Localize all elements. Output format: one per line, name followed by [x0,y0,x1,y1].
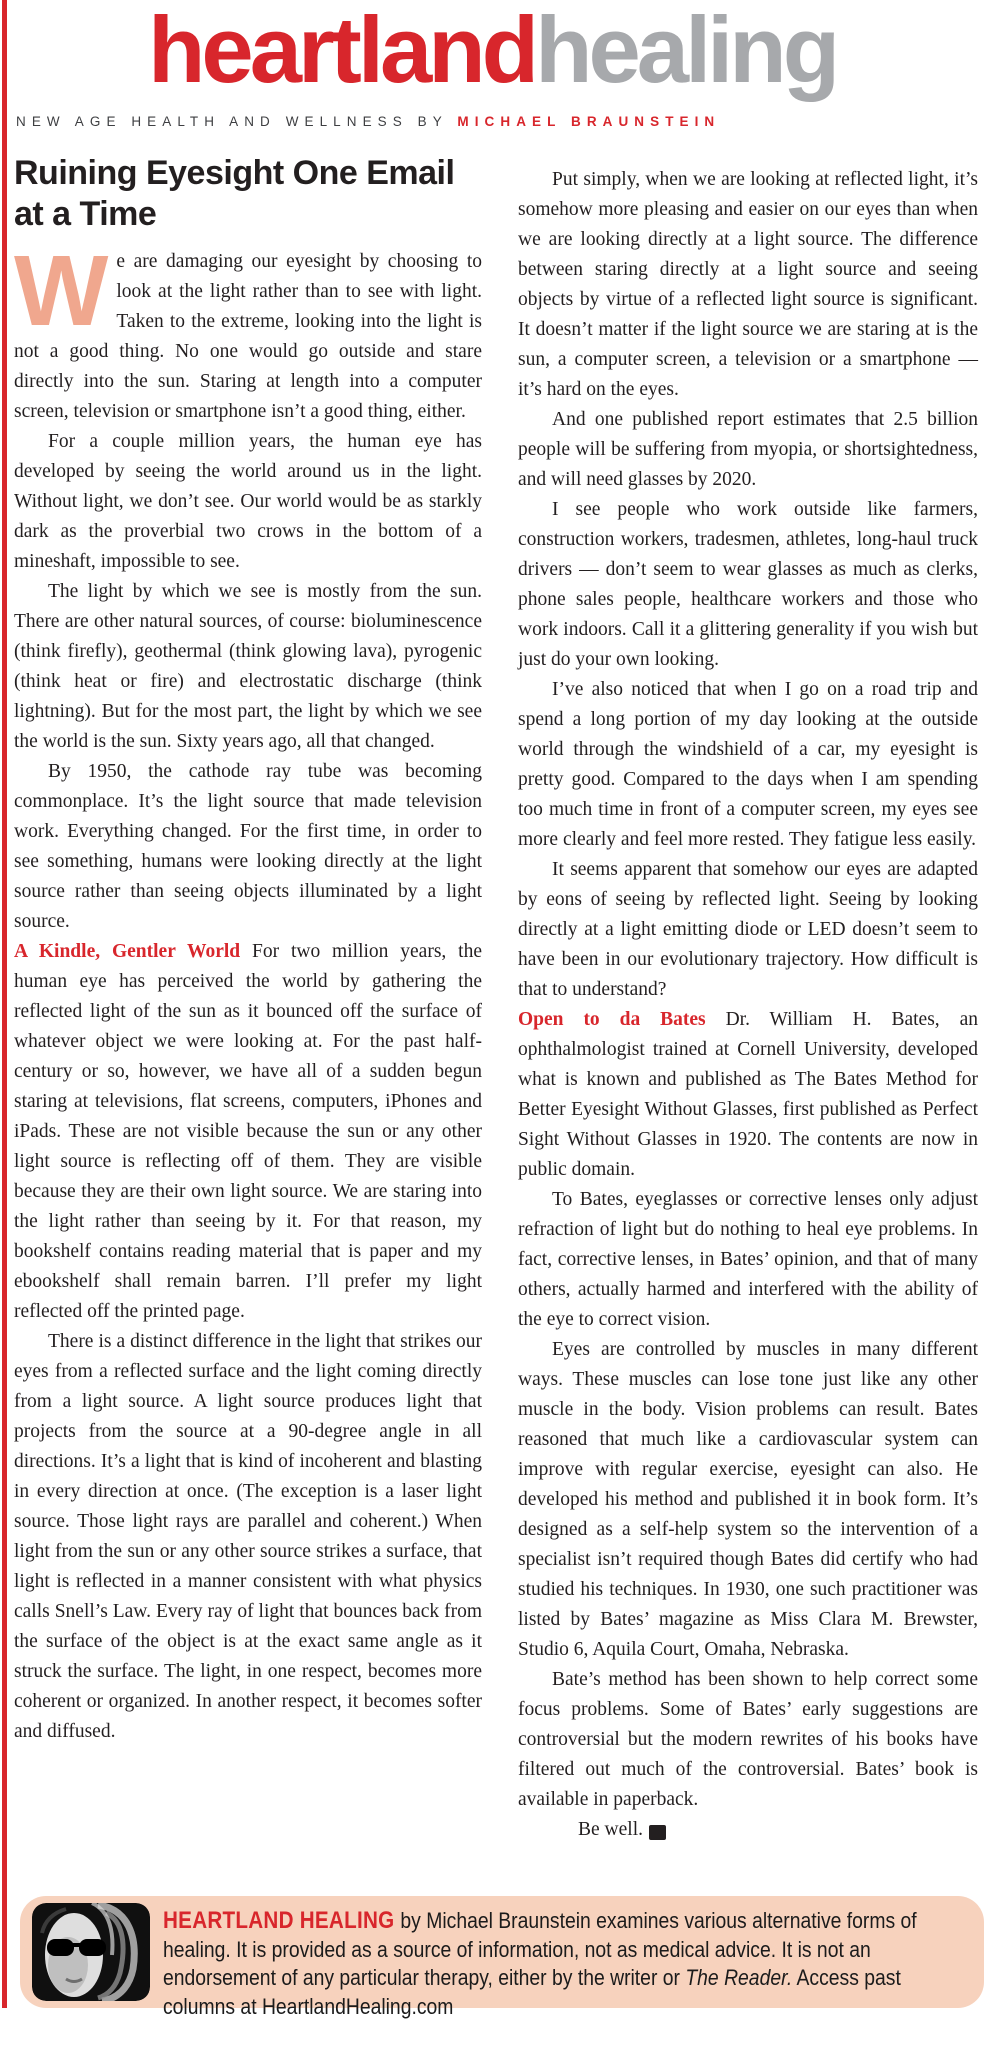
footer-box [20,1896,984,2019]
footer-text-segment: Access past columns at HeartlandHealing.com [163,1965,901,2019]
author-photo [32,1903,150,2001]
logo-heartland: heartland [148,0,536,102]
paragraph: To Bates, eyeglasses or corrective lenses only adjust refraction of light but do nothing to heal eye problems. In fact, corrective lenses, in Bates’ opinion, and that of many others, actually harmed and interfered with the ability of the eye to correct vision. [518,1189,978,1331]
paragraph: A Kindle, Gentler World For two million years, the human eye has perceived the world by gathering the reflected light of the sun as it bounced off the surface of whatever object we were looking at. For the past half-century or so, however, we have all of a sudden begun staring at televisions, flat screens, computers, iPhones and iPads. These are not visible because the sun or any other light source is reflecting off of them. They are visible because they are their own light source. We are staring into the light rather than seeing by it. For that reason, my bookshelf contains reading material that is paper and my ebookshelf shall remain barren. I’ll prefer my light reflected off the printed page. [14,940,482,1322]
right-column [518,149,978,1845]
paragraph: We are damaging our eyesight by choosing to look at the light rather than to see with light. Taken to the extreme, looking into the light is not a good thing. No one would go outside and stare directly into the sun. Staring at length into a computer screen, television or smartphone isn’t a good thing, either. [14,234,482,422]
tagline-author: MICHAEL BRAUNSTEIN [457,114,721,130]
paragraph: By 1950, the cathode ray tube was becoming commonplace. It’s the light source that made television work. Everything changed. For the first time, in order to see something, humans were looking directly at the light source rather than seeing objects illuminated by a light source. [14,760,482,932]
paragraph: The light by which we see is mostly from the sun. There are other natural sources, of course: bioluminescence (think firefly), geothermal (think glowing lava), pyrogenic (think heat or fire) and electrostatic discharge (think lightning). But for the most part, the light by which we see the world is the sun. Sixty years ago, all that changed. [14,580,482,752]
left-red-rule [2,0,7,2008]
paragraph: Be well. R [578,1819,717,1841]
logo-healing: healing [535,0,837,102]
paragraph: For a couple million years, the human eye has developed by seeing the world around us in the light. Without light, we don’t see. Our world would be as starkly dark as the proverbial two crows in the bottom of a mineshaft, impossible to see. [14,430,482,572]
footer-text-segment: The Reader. [685,1965,793,1990]
reader-endmark-icon: R [649,1825,666,1840]
paragraph: There is a distinct difference in the light that strikes our eyes from a reflected surface and the light coming directly from a light source. A light source produces light that projects from the source at a 90-degree angle in all directions. It’s a light that is kind of incoherent and blasting in every direction at once. (The exception is a laser light source. Those light rays are parallel and coherent.) When light from the sun or any other source strikes a surface, that light is reflected in a manner consistent with what physics calls Snell’s Law. Every ray of light that bounces back from the surface of the object is at the exact same angle as it struck the surface. The light, in one respect, becomes more coherent or organized. In another respect, it becomes softer and diffused. [14,1330,482,1742]
article-body [14,149,986,1845]
paragraph: I see people who work outside like farmers, construction workers, tradesmen, athletes, long-haul truck drivers — don’t seem to wear glasses as much as clerks, phone sales people, healthcare workers and those who work indoors. Call it a glittering generality if you wish but just do your own looking. [518,499,978,671]
footer-text [163,1907,967,2021]
left-column-paragraphs [14,234,482,1747]
section-subhead: Open to da Bates [518,1009,726,1031]
dropcap: W [14,234,109,347]
left-column [14,149,482,1747]
footer-text-segment: by Michael Braunstein examines various alternative forms of healing. It is provided as a source of information, not as medical advice. It is not an endorsement of any particular therapy, either by the writer or [163,1908,917,1990]
article-title: Ruining Eyesight One Email at a Time [14,154,455,233]
tagline-text: NEW AGE HEALTH AND WELLNESS BY [16,114,458,130]
paragraph: I’ve also noticed that when I go on a road trip and spend a long portion of my day looking at the outside world through the windshield of a car, my eyesight is pretty good. Compared to the days when I am spending too much time in front of a computer screen, my eyes see more clearly and feel more rested. They fatigue less easily. [518,679,978,851]
paragraph: And one published report estimates that 2.5 billion people will be suffering from myopia, or shortsightedness, and will need glasses by 2020. [518,409,978,491]
logo [148,0,1000,102]
section-subhead: A Kindle, Gentler World [14,940,252,962]
tagline [16,114,1000,129]
paragraph: Bate’s method has been shown to help correct some focus problems. Some of Bates’ early suggestions are controversial but the modern rewrites of his books have filtered out much of the controversial. Bates’ book is available in paperback. [518,1669,978,1811]
footer-title: HEARTLAND HEALING [163,1907,401,1934]
masthead [0,0,1000,129]
paragraph: It seems apparent that somehow our eyes are adapted by eons of seeing by reflected light. Seeing by looking directly at a light emitting diode or LED doesn’t seem to have been in our evolutionary trajectory. How difficult is that to understand? [518,859,978,1001]
paragraph: Open to da Bates Dr. William H. Bates, an ophthalmologist trained at Cornell University, developed what is known and published as The Bates Method for Better Eyesight Without Glasses, first published as Perfect Sight Without Glasses in 1920. The contents are now in public domain. [518,1009,978,1181]
paragraph: Put simply, when we are looking at reflected light, it’s somehow more pleasing and easier on our eyes than when we are looking directly at a light source. The difference between staring directly at a light source and seeing objects by virtue of a reflected light source is significant. It doesn’t matter if the light source we are staring at is the sun, a computer screen, a television or a smartphone — it’s hard on the eyes. [518,169,978,401]
paragraph: Eyes are controlled by muscles in many different ways. These muscles can lose tone just like any other muscle in the body. Vision problems can result. Bates reasoned that much like a cardiovascular system can improve with regular exercise, eyesight can also. He developed his method and published it in book form. It’s designed as a self-help system so the intervention of a specialist isn’t required though Bates did certify who had studied his techniques. In 1930, one such practitioner was listed by Bates’ magazine as Miss Clara M. Brewster, Studio 6, Aquila Court, Omaha, Nebraska. [518,1339,978,1661]
